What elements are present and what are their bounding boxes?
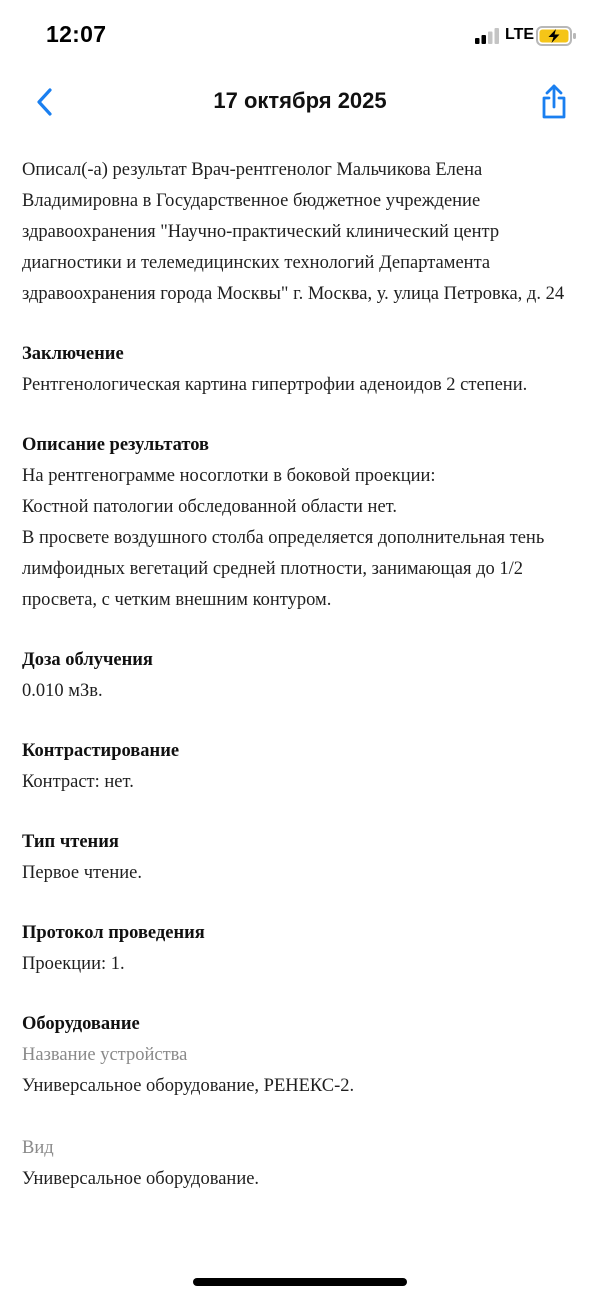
section-title: Доза облучения [22,650,153,670]
report-content [22,155,582,1195]
section-reading-type [22,827,582,889]
description-line: В просвете воздушного столба определяется дополнительная тень лимфоидных вегетаций средней плотности, занимающая до 1/2 просвета, с четким внешним контуром. [22,528,545,610]
device-type-label: Вид [22,1138,54,1158]
description-line: Костной патологии обследованной области нет. [22,497,397,517]
cellular-signal-icon [475,27,501,45]
section-equipment [22,1009,582,1195]
home-indicator[interactable] [193,1278,407,1286]
device-name-label: Название устройства [22,1045,188,1065]
report-intro: Описал(-а) результат Врач-рентгенолог Мальчикова Елена Владимировна в Государственное бюджетное учреждение здравоохранения "Научно-практический клинический центр диагностики и телемедицинских технологий Департамента здравоохранения города Москвы" г. Москва, у. улица Петровка, д. 24 [22,160,565,304]
description-line: На рентгенограмме носоглотки в боковой проекции: [22,466,436,486]
section-conclusion [22,339,582,401]
section-title: Описание результатов [22,435,210,455]
section-protocol [22,918,582,980]
contrast-text: Контраст: нет. [22,772,134,792]
section-title: Заключение [22,344,124,364]
section-title: Протокол проведения [22,923,205,943]
section-title: Тип чтения [22,832,119,852]
dose-text: 0.010 мЗв. [22,681,103,701]
spacer [22,1102,582,1133]
battery-charging-icon [536,25,578,47]
device-name-value: Универсальное оборудование, РЕНЕКС-2. [22,1076,355,1096]
device-type-value: Универсальное оборудование. [22,1169,260,1189]
reading-text: Первое чтение. [22,863,142,883]
page-title: 17 октября 2025 [213,88,387,113]
share-icon[interactable] [538,82,570,122]
section-description [22,430,582,616]
status-bar [0,0,600,70]
network-type: LTE [505,26,535,43]
status-time: 12:07 [46,21,107,47]
section-contrast [22,736,582,798]
navigation-bar [0,78,600,128]
section-title: Контрастирование [22,741,180,761]
section-dose [22,645,582,707]
protocol-text: Проекции: 1. [22,954,125,974]
section-title: Оборудование [22,1014,140,1034]
conclusion-text: Рентгенологическая картина гипертрофии аденоидов 2 степени. [22,375,528,395]
